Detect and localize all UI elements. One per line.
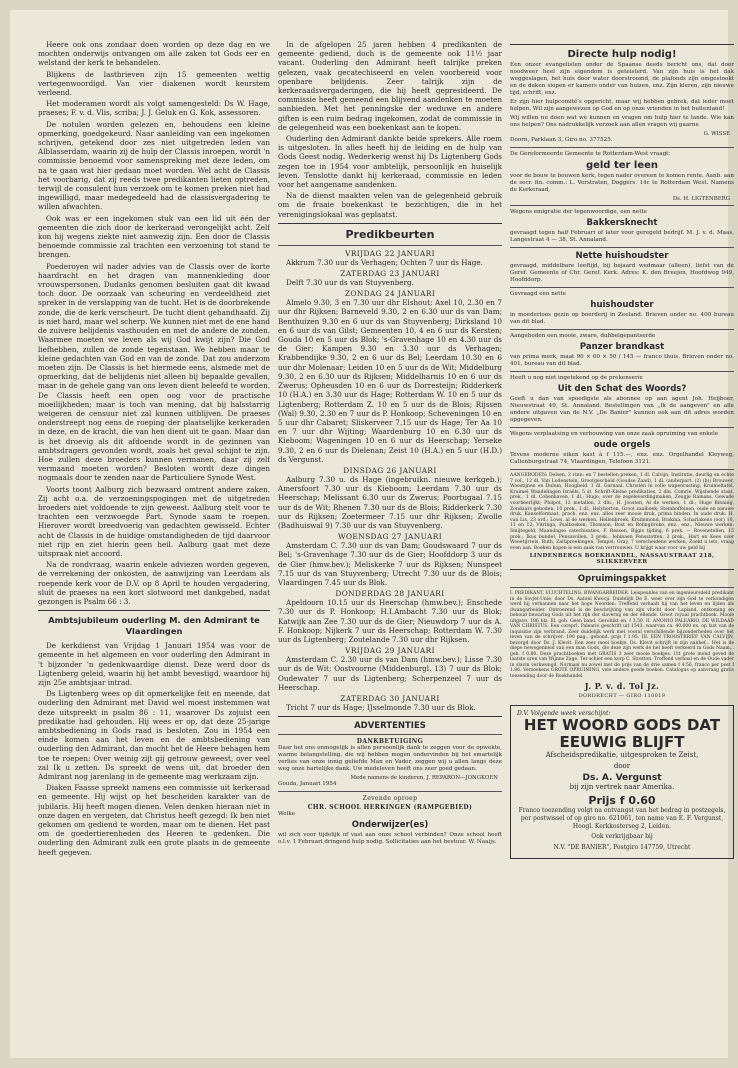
paragraph: Ouderling den Admirant dankte beide sprekers. Alle roem is uitgesloten. In alles heeft hij de leiding en de hulp van Gods Geest nodig. Wederkerig wenst hij Ds Ligtenberg Gods zegen toe in 1954 voor ambtelijk, persoonlijk en huiselijk leven. Tenslotte dankt hij kerkeraad, commissie en leden voor het aangename aandenken. <box>278 134 502 190</box>
ad-title: Nette huishoudster <box>575 251 669 261</box>
ad-intro: De Gereformeerde Gemeente te Rotterdam-West vraagt: <box>510 151 671 157</box>
book-title: HET WOORD GODS DAT EEUWIG BLIJFT <box>523 716 721 752</box>
ad-text: wil zich voor tijdelijk of vast aan onze school verbinden? Onze school heeft o.l.v. 1 Februari dringend hulp nodig. Sollicitaties aan het bestuur. W. Naaijs. <box>278 832 502 846</box>
paragraph: Het moderamen wordt als volgt samengesteld: Ds W. Hage, praeses; F. v. d. Vlis, scriba; J. J. Geluk en G. Kok, assessoren. <box>38 99 270 118</box>
ad-text: Wij willen nu doen wat we kunnen en vragen om hulp hier te lande. Wie kan ons helpen? Ons nadrukkelijk verzoek aan allen vragen wij gaarne <box>510 115 734 128</box>
box-text: bij zijn vertrek naar Amerika. <box>569 783 675 792</box>
day-heading: VRIJDAG 29 JANUARI <box>345 646 435 656</box>
paragraph: Diaken Faasse spreekt namens een commissie uit kerkeraad en gemeente. Hij wijst op het bescheiden karakter van de jubilaris. Hij heeft mogen dienen. Velen denken hieraan niet in onze dagen en vergeten, dat Christus heeft gezegd: Ik ben niet gekomen om gediend te worden, maar om te dienen. Het past om de goedertierenheden des Heeren te gedenken. Die ouderling den Admirant zulk een grote plaats in de gemeente heeft gegeven. <box>38 783 270 857</box>
ad-text: van prima merk, maat 90 × 60 × 50 / 145 — franco thuis. Brieven onder no. 401, bureau van dit blad. <box>510 354 734 367</box>
paragraph: Na de rondvraag, waarin enkele adviezen worden gegeven, de verrekening der onkosten, de aanwijzing van Leerdam als roepende kerk voor de D.V. op 8 April te houden vergadering, sluit de praeses na een kort slotwoord met dankgebed, nadat gezongen is Psalm 66 : 3. <box>38 560 270 606</box>
ad-text: Daar het ons onmogelijk is allen persoonlijk dank te zeggen voor de opwekte, warme belangstelling, die wij hebben mogen ondervinden bij het smartelijk verlies van onze innig geliefde Man en Vader, zeggen wij u allen langs deze weg onze hartelijke dank. Uw medeleven heeft ons zeer goed gedaan. <box>278 745 502 773</box>
ad-intro: Gevraagd een nette <box>510 291 566 297</box>
ad-text: Een onzer evangelisten onder de Spaanse deeds bericht ons, dat door noodweer heel zijn eigendom is geteisterd. Van zijn huis is het dak weggeslagen, het huis door water doorstroomd, de plafonds zijn omgestookt en de daken slopen er kamers onder van huizen, enz. Zijn kleren, zijn nieuwe tijd, schrift, enz. <box>510 62 734 96</box>
box-intro: D.V. Volgende week verschijnt: <box>517 710 611 718</box>
ad-text: AANGEBODEN: Delsen, 2 vinn: en 7 bestellen preken, 1 dl. Calvijn, Institutie, deurlig en echte 7 vol., 12 dl. Van Lodenstein, Grootgescheid (Goudse Zaad), 1 dl. (anderpart. (2) (h)) Brouwer, Woestijnen en Dulum, Hoogbeid. 1 dl. Garnaal. Christen in volle wapenrusting, Kruimeltafel, Kruimel Wandelingen Israëls; 5 st. Schrift-Kleine predikaties, 2 dln. Comrie, Wijsbende staat, prek., 1 dl. Cobenhaven, 1 dl.; Hugo, over de zegeleverdingmaken, Zeugje Ramans, Gewade voorheerlijkt; Philpot, 12 metallen, 2 dln.; H. Joosten, Al de werken, 1 dl.; Huge Binning, Zondaars geboden, 10 prek., 1 dl.; Helyherton, Groot zaaiboek; Steinhoffeinen, oude en nieuwe druk, Kanselformaat, prach, enz. enz. alles zeer mooie druk, prima binden. In oude druk: H. van Lis, 23 ord.; Lows, al de werken, Hellenbroek, Kruimmond, Brakina, Scharlakens (oor) 10, 11 en 12; Vitringa, Psalboeken; Thomson, Bost en Bolingbroke, enz., enz., Nieuwe werken: Smijtegeld, Maandagse catechisaties, F. Reasen, Bijgis tijding, 6 prek. — Rovenetellen, 15 prek.; Ikus bundel, Pensavollen, 3 prek., Iebinaen Pensstotfen, 3 prek., Hart en Kees over Woeetijrreis, Ruth, Zaltipreekingen, Tempel; Gray, 7 verscheidene werken, Zoekt u iets, vraag even aan. Boeken kopen is een zaak van vertrouwen. U krijgt waar voor uw geld bij <box>510 473 734 551</box>
ad-place: Gouda, Januari 1954 <box>278 781 337 788</box>
author-name: Ds. A. Vergunst <box>582 773 662 784</box>
newspaper-page <box>10 10 734 1058</box>
divider <box>510 205 734 206</box>
column-right <box>510 40 734 1062</box>
ad-address: Doorn, Parklaan 3, Giro no. 377525. <box>510 137 613 143</box>
divider <box>278 245 502 246</box>
ad-text: Geeft u dan van spoedigste als abonnee op aan agent Joh. Heijboer, Nieuwstraat 49, St. Annaland. Bestellingen van „Ik de aangeven" en alle andere uitgaven van de N.V. „De Banier" kunnen ook aan dit adres worden opgegeven. <box>510 396 734 423</box>
day-heading: ZATERDAG 30 JANUARI <box>340 693 440 703</box>
column-middle <box>278 40 502 1062</box>
article-title: Ambtsjubileum ouderling M. den Admirant te Vlaardingen <box>48 615 260 637</box>
schedule-text: Tricht 7 uur ds Hage; IJsselmonde 7.30 uur ds Blok. <box>286 702 476 712</box>
divider <box>278 223 502 224</box>
ad-intro: Wegens verplaatsing en verbouwing van onze zaak opruiming van enkele <box>510 431 719 437</box>
schedule-text: Amsterdam C. 2.30 uur ds van Dam (hmw.bev.); Lisse 7.30 uur ds de Wit; Oostvoorne (Middenburgl. 13) 7 uur ds Blok; Oudewater 7 uur ds Ligtenberg; Scherpenzeel 7 uur ds Heerschap. <box>278 655 502 692</box>
paragraph: Ook was er een ingekomen stuk van een lid uit één der gemeenten die zich door de kerkeraad verongelijkt acht. Zelf kon hij wegens ziekte niet aanwezig zijn. Een door de Classis benoemde commissie zal trachten een verzoening tot stand te brengen. <box>38 213 270 260</box>
ad-text: gevraagd, middelbare leeftijd, bij bejaard wedmaar (alleen), liefst van de Geref. Gemeente of Chr. Geref. Kerk. Adres: K. den Breejen, Hoofdweg 949, Hoofddorp. <box>510 263 734 283</box>
day-heading: DINSDAG 26 JANUARI <box>343 465 437 475</box>
ad-text: gevraagd tegen half Februari of later voor geregeld bedrijf. M. J. v. d. Maas, Langestraat 4 — 38, St. Annaland. <box>510 230 734 243</box>
schedule-text: Delft 7.30 uur ds van Stuyvenberg. <box>286 278 414 288</box>
divider <box>510 147 734 148</box>
box-text: Franco toezending volgt na ontvangst van het bedrag in postzegels, per postwissel of op giro no. 621061, ten name van E. F. Vergunst, Hoogl. Kerkkosterseg 2, Leiden. <box>518 807 726 830</box>
ad-title: Uit den Schat des Woords? <box>557 384 687 394</box>
column-left <box>38 40 270 1062</box>
day-heading: WOENSDAG 27 JANUARI <box>337 532 443 542</box>
schedule-text: Amsterdam C. 7.30 uur ds van Dam; Goudswaard 7 uur ds Bel; 's-Gravenhage 7.30 uur ds de Gier; Hoofddorp 3 uur ds de Gier (hmw.bev.); Meliskerke 7 uur ds Rijksen; Nunspeet 7.15 uur ds van Stuyvenberg; Utrecht 7.30 uur ds de Blois; Vlaardingen 7.45 uur ds Blok. <box>278 541 502 587</box>
ad-text: Tevens moderne eiken kast à f 115.—, enz. enz. Orgelhandel Kleyweg, Callenburgstraat 74, Vlaardingen, Telefoon 3121. <box>510 452 734 465</box>
ad-title: huishoudster <box>590 300 654 310</box>
price: Prijs f 0.60 <box>588 794 656 808</box>
ad-title: Panzer brandkast <box>579 342 665 352</box>
ad-title: Onderwijzer(es) <box>351 820 429 831</box>
divider <box>278 716 502 717</box>
ad-signature: G. WISSE <box>703 131 730 137</box>
schedule-text: Akkrum 7.30 uur ds Verhagen; Ochten 7 uur ds Hage. <box>286 257 483 267</box>
paragraph: In de afgelopen 25 jaren hebben 4 predikanten de gemeente gediend, doch is de gemeente ook 11½ jaar vacant. Ouderling den Admirant heeft talrijke preken gelezen, vaak gecatechiseerd en velen voorbereid voor openbare belijdenis. Zeer talrijk zijn de kerkeraadsvergaderingen, die hij heeft gepresideerd. De commissie heeft gemeend een blijvend aandenken te moeten aanbieden. Met het penningske der weduwe en andere giften is een ruim bedrag ingekomen, zodat de commissie in de gelegenheid was een boekenkast aan te kopen. <box>278 40 502 132</box>
ad-signature: J. P. v. d. Tol Jz. <box>584 681 660 692</box>
divider <box>510 329 734 330</box>
divider <box>278 734 502 735</box>
section-title: ADVERTENTIES <box>354 721 426 732</box>
ad-intro: Aangeboden een mooie, zware, dubbelgepantserde <box>510 333 656 339</box>
divider <box>510 247 734 248</box>
ad-title: oude orgels <box>593 440 651 450</box>
divider <box>510 371 734 372</box>
ad-text: Er zijn hier hulpcomité's opgericht, maar wij hebben gebrek, dat ieder moet helpen. Wil zijn aangewezen op God en op onze vrienden in het buitenland! <box>510 99 734 112</box>
ad-title: Opruimingspakket <box>577 574 667 585</box>
ad-address: DORDRECHT — GIRO 110019 <box>578 693 666 700</box>
paragraph: Blijkens de lastbrieven zijn 15 gemeenten wettig vertegenwoordigd. Van vier diakenen wordt keurstem verleend. <box>38 69 270 98</box>
paragraph: Voorts toont Aalburg zich bezwaard omtrent andere zaken. Zij acht o.a. de verzoeningspogingen met de uitgetreden broeders niet voldoende te zijn geweest. Aalburg stelt voor te trachten een verzwoegde Part. Synode saam te roepen. Hierover wordt breedvoerig van gedachten gewisseld. Echter acht de Classis in de huidige omstandigheden de tijd daarvoor niet rijp en ziet hierin geen heil. Aalburg gaat met deze uitspraak niet accoord. <box>38 484 270 558</box>
paragraph: De notulen worden gelezen en, behoudens een kleine opmerking, goedgekeurd. Naar aanleiding van een ingekomen schrijven, getekend door zes niet uitgetreden leden van Alblasserdam, waarin zij de hulp der Classis inroepen, wordt 'n commissie benoemd voor samenspreking met deze leden, om na te gaan wat hier gedaan moet worden. Wel acht de Classis het voorbarig, dat zij reeds twee predikanten lieten optreden, terwijl de consulent hun verzoek om te komen preken niet had ingewilligd, maar medegedeeld had de classisvergadering te willen afwachten. <box>38 119 270 212</box>
ad-title: Bakkersknecht <box>586 218 658 228</box>
ad-intro: Wegens emigratie der tegenwoordige, een nette <box>510 209 647 215</box>
day-heading: DONDERDAG 28 JANUARI <box>335 589 445 599</box>
ad-heading: Zevende oproep <box>362 795 418 803</box>
schedule-text: Apeldoorn 10.15 uur ds Heerschap (hmw.bev.); Enschede 7.30 uur ds P. Honkoop; H.I.Ambacht 7.30 uur ds Blok; Katwijk aan Zee 7.30 uur ds de Gier; Nieuwdorp 7 uur ds A. F. Honkoop; Nijkerk 7 uur ds Heerschap; Rotterdam W. 7.30 uur ds Ligtenberg; Zoutelande 7.30 uur dhr Rijksen. <box>278 598 502 644</box>
paragraph: Na de dienst maakten velen van de gelegenheid gebruik om de fraaie boekenkast te bezichtigen, die in het verenigingslokaal was geplaatst. <box>278 191 502 219</box>
ad-heading: CHR. SCHOOL HERKINGEN (RAMPGEBIED) <box>307 804 473 812</box>
ad-text: I. PREDIKANT, VLUCHTELING, BWANGARBEIDER. Leispeunles van en ingenieursdeld predikant in de Sovjet-Unie, door Ds. Aatoni Kwecji. Duidelijk De E. weer over zijn God te verkondigen werd hij verbannen naar het hoge Noorden. Treffend verhaalt hij van het leven en lijden als dwangarbeider. Ontroerend is de beschrijving van zijn vlucht door Lapland, ontkoming en behoud bewaring Gods uit het rijk der slavernij en der ellende. Groot royaal prachtboek. Mooie uitgave, 186 blz. Ill. geb. Geen band. Geroltikt en. f 3,50. II. ANONIO PALEARIO, DE WILDAAD VAN CHRISTUS. Een coreprl. Paleario geschrift uit 1543, waarvan ca. 40.000 ex. op last van de inquisitie zijn verbrand. Zeer duidelijk werk met vooral verschillende bijzonderheden over het leven van de schrijver. 190 pag., gebond. prijs f 1.95. III. EEN TROOSTBRIEF VAN CALVIJN, bezorgd door Ds. J. Klevit. Een zeer mooi boekje. Ds. Klevit schrijft in zijn aanhef... Het is de diepe bewogenheid van een man Gods, die deze zijn werk de hel heeft verkeerd in Gods Naam... geb. f 0.80. Deze prachtboeken met GRATIS 3 zeer mooie boekjes. Uit grote mond geved de laatste uren van Wijnne Zage. Ter schier een korp C. Stretton. Treffend verhaal en de Oude vader in slavin verkwengd. Normaal nu zowel met de prijs van de drie samen f 4.56, franco per post f 1.86. Verzoekens GROTE OPRUIMING, vele andere goede boeken. Catalogus op aanvraag gratis toezending door de Boekhandel <box>510 591 734 679</box>
paragraph: Poederoyen wil nader advies van de Classis over de korte haardracht en het dragen van mannenkleding door vrouwspersonen. Dudanks genomen besluiten gaat dit kwaad toch door. De oorzaak van scheuring en verdeeldheid ziet spreker in de verslapping van de tucht. Het is de doorbrekende zonde, die de kerk verscheurt. De tucht dient gehandhaafd. Zij is niet hard, maar wel scherp. We kunnen niet met de ene hand de zuivere belijdenis vasthouden en met de andere de zonden. Waarmee moeten we leven als wij God kwijt zijn? Die God liefhebben, zullen de zonde tegenstaan. We hebben maar te kleine gedachten van God en van de zonde. Dat zou anderzom moeten zijn. De Classis is het hiermede eens, alsmede met de opmerking, dat de belijdenis niet alleen bij bepaalde gevallen, maar in de gehele gang van ons leven dient beleefd te worden. De Classis heeft een open oog voor de practische moeilijkheden; maar is toch van mening, dat bij halsstarrig weigeren de censuur niet zal kunnen uitblijven. De praeses onderstreept nog eens de roeping der plaatselijke kerkeraden in deze, en de kracht, die van hen dient uit te gaan. Maar dan is het droevig als dit afdoende wordt in de gezinnen van ambtsdragers gevonden wordt, zoals het geval schijnt te zijn. Hoe zullen deze broeders kunnen vermanen, daar zij zelf vermaand moeten worden? Besloten wordt deze dingen nogmaals door te zenden naar de Particuliere Synode West. <box>38 261 270 483</box>
divider <box>510 44 734 45</box>
ad-title: Directe hulp nodig! <box>567 49 677 60</box>
ad-intro: Heeft u nog niet ingetekend op de prekenserie <box>510 375 643 381</box>
divider <box>38 610 270 611</box>
ad-signature: Ds. H. LIGTENBERG <box>672 196 730 202</box>
box-text: door <box>613 762 631 771</box>
schedule-text: Almelo 9.30, 3 en 7.30 uur dhr Elshout; Axel 10, 2.30 en 7 uur dhr Rijksen; Barneveld 9.30, 2 en 6.30 uur ds van Dam; Benthuizen 9.30 en 6 uur ds van Stuyvenberg; Dirksland 10 en 6 uur ds van Gilst; Gemeenten 10, 4 en 6 uur ds Kersten; Gouda 10 en 5 uur ds Blok; 's-Gravenhage 10 en 4.30 uur ds de Gier; Kampen 9.30 en 3.30 uur ds Verhagen; Krabbendijke 9.30, 2 en 6 uur ds Bel; Leerdam 10.30 en 6 uur dhr Molenaar; Leiden 10 en 5 uur ds de Wit; Middelburg 9.30, 2 en 6.30 uur ds Rijksen; Middelharnis 10 en 6 uur ds Zwerus; Opheusden 10 en 6 uur ds Dorresteijn; Ridderkerk 10 (H.A.) en 3.30 uur ds Hage; Rotterdam W. 10 en 5 uur ds Ligtenberg; Rotterdam Z. 10 en 5 uur ds de Blois; Rijssen (Wal) 9.30, 2.30 en 7 uur ds P. Honkoop; Scheveningen 10 en 5 uur dhr Cabaret; Sliskerveer 7.15 uur ds Hage; Ter Aa 10 en 7 uur dhr Wijting; Waardenburg 10 en 6.30 uur ds Kieboom; Wageningen 10 en 6 uur ds Heerschap; Yerseke 9.30, 2 en 6 uur ds Dielenan; Zeist 10 (H.A.) en 5 uur (H.D.) ds Vergunst. <box>278 298 502 464</box>
box-text: N.V. "DE BANIER", Postgiro 147759, Utrecht <box>553 844 691 852</box>
divider <box>278 791 502 792</box>
section-title: Predikbeurten <box>345 227 435 241</box>
divider <box>510 427 734 428</box>
day-heading: ZATERDAG 23 JANUARI <box>340 269 440 279</box>
day-heading: ZONDAG 24 JANUARI <box>344 289 436 299</box>
paragraph: De kerkdienst van Vrijdag 1 Januari 1954 was voor de gemeente in het algemeen en voor ouderling den Admirant in 't bijzonder 'n gedenkwaardige dienst. Deze werd door ds Ligtenberg geleid, waarin hij het ambt bevestigd, waardoor hij zijn 25e ambtsjaar intrad. <box>38 641 270 687</box>
ad-text: in moederloos gezin op boerderij in Zeeland. Brieven onder no. 400 bureau van dit blad. <box>510 312 734 325</box>
ad-heading: DANKBETUIGING <box>356 738 424 746</box>
divider <box>510 287 734 288</box>
book-announcement-box <box>510 705 734 859</box>
divider <box>510 469 734 470</box>
divider <box>510 587 734 588</box>
schedule-text: Aalburg 7.30 u. ds Hage (ingebruikn. nieuwe kerkgeb.); Amersfoort 7.30 uur ds Kieboom; Leerdam 7.30 uur ds Heerschap; Melissant 6.30 uur ds Zwerus; Poortugaal 7.15 uur ds de Wit; Rhenen 7.30 uur ds de Blois; Ridderkerk 7.30 uur ds Rijksen; Zoetermeer 7.15 uur dhr Rijksen; Zwolle (Badhuiswal 9) 7.30 uur ds van Stuyvenberg. <box>278 474 502 530</box>
paragraph: Heere ook ons zondaar doen worden op deze dag en we mochten onderwijs ontvangen om alle zaken tot Gods eer en welstand der kerk te behandelen. <box>38 40 270 68</box>
box-text: Afscheidspredikatie, uitgesproken te Zeist, <box>545 751 699 760</box>
paragraph: Ds Ligtenberg wees op dit opmerkelijke feit en meende, dat ouderling den Admirant met David wel moest instemmen wat deze uitspreekt in psalm 86 : 11, waarover Ds zojuist een predikatie had gehouden. Hij wees er op, dat deze 25-jarige ambtsbediening in Gods raad is besloten. Zou in 1954 een einde komen aan het leven en de ambtsbediening van ouderling den Admirant, dan mocht het de Heere behagen hem toe te roepen: Over weinig zijt gij getrouw geweest, over veel zal Ik u zetten. Ds spreekt de wens uit, dat broeder den Admirant nog jarenlang in de gemeente mag werkzaam zijn. <box>38 689 270 782</box>
box-text: Ook verkrijgbaar bij <box>591 833 653 841</box>
divider <box>510 569 734 570</box>
ad-text: Welke <box>278 811 296 818</box>
ad-title: geld ter leen <box>585 160 659 171</box>
ad-text: voor de bouw te bouwen kerk, tegen nader overeen te komen rente. Aanb. aan de secr. fin. comm.: L. Verstraten, Doggers. 14c te Rotterdam West. Namens de Kerkeraad, <box>510 173 734 193</box>
ad-signature: LINDENBERGS BOEKHANDEL, NASSAUSTRAAT 218, SLIKKERVEER <box>529 553 715 566</box>
day-heading: VRIJDAG 22 JANUARI <box>345 248 435 258</box>
ad-signature: Mede namens de kinderen, J. REPARON—JONGKOEN <box>350 775 498 782</box>
